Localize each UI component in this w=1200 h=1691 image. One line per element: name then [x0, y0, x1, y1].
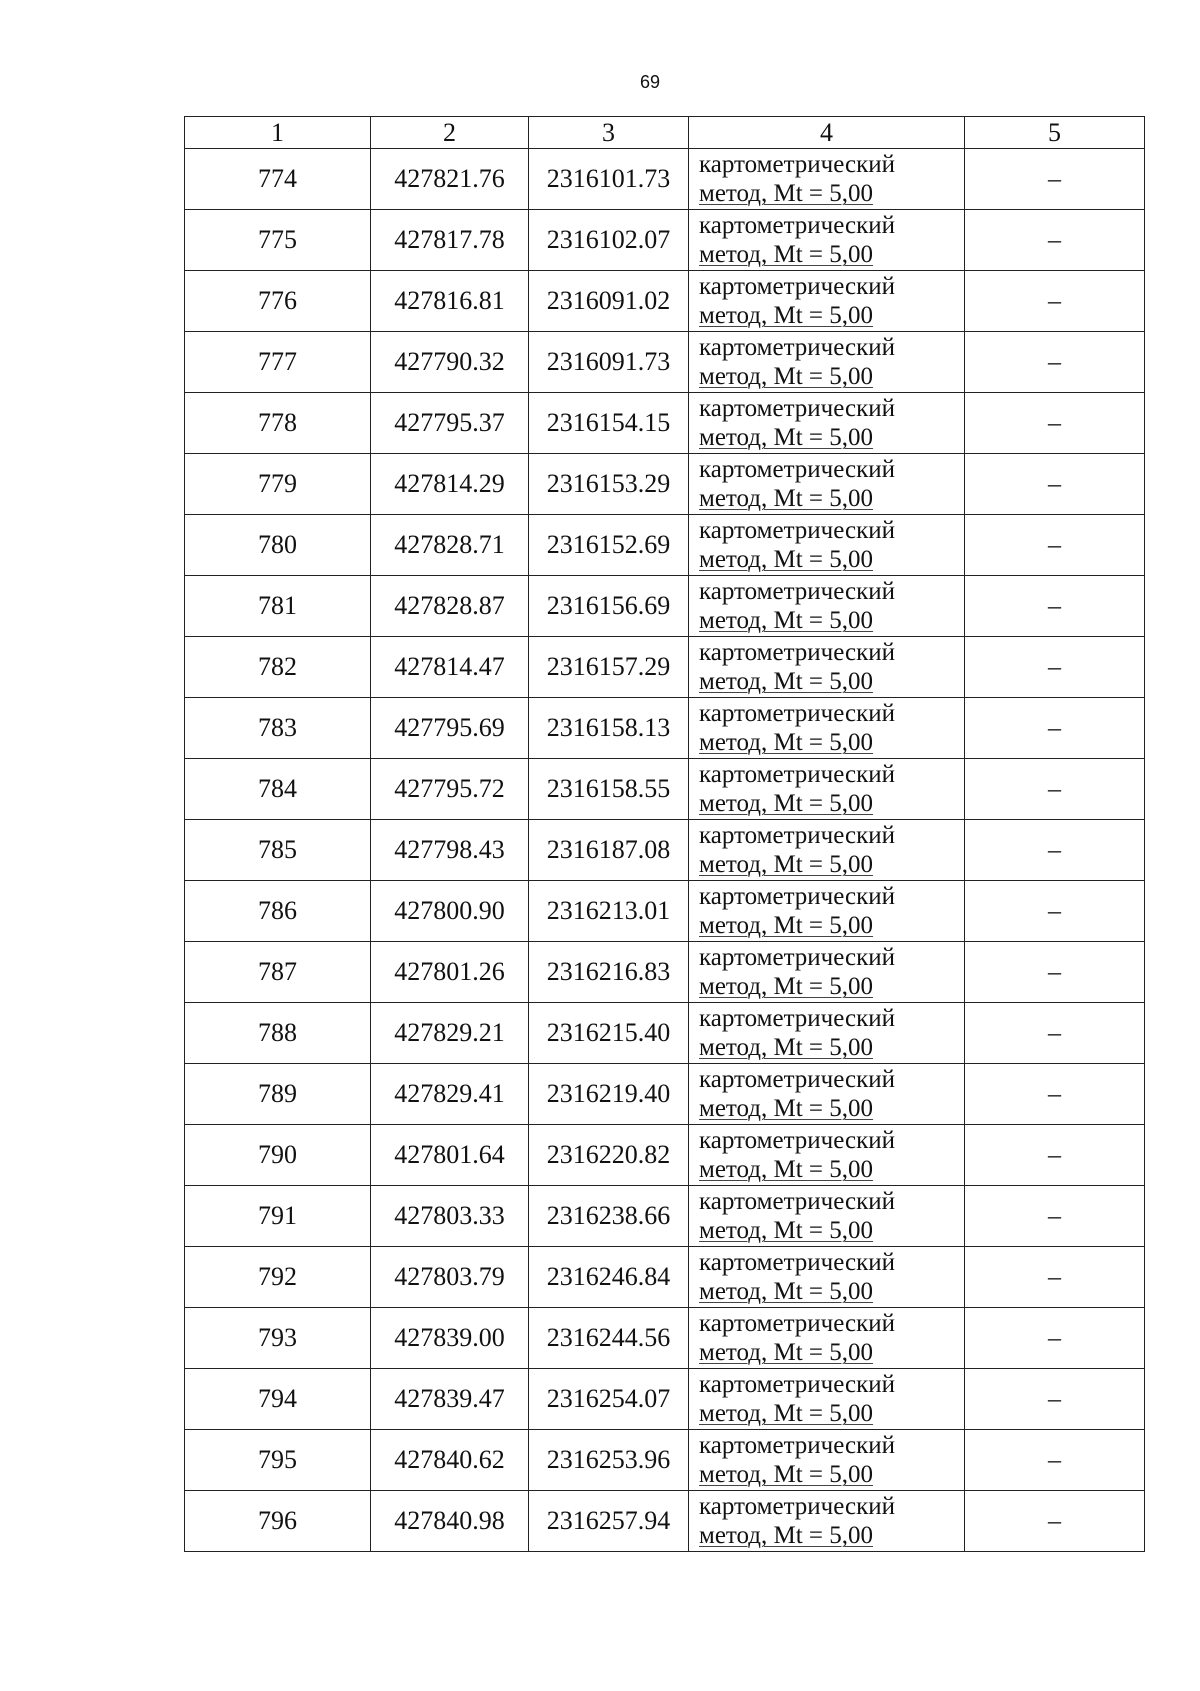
note-cell: –: [965, 393, 1145, 454]
x-coordinate-cell: 427795.37: [371, 393, 529, 454]
method-cell: [689, 1491, 965, 1552]
method-cell: [689, 576, 965, 637]
method-line-1: картометрический: [699, 578, 895, 605]
table-row: [185, 1186, 1145, 1247]
table-row: [185, 271, 1145, 332]
y-coordinate-cell: 2316158.13: [529, 698, 689, 759]
method-line-2: метод, Mt = 5,00: [699, 729, 874, 756]
method-line-1: картометрический: [699, 273, 895, 300]
note-cell: –: [965, 210, 1145, 271]
point-number-cell: 785: [185, 820, 371, 881]
note-cell: –: [965, 1247, 1145, 1308]
table-row: [185, 1369, 1145, 1430]
y-coordinate-cell: 2316215.40: [529, 1003, 689, 1064]
y-coordinate-cell: 2316187.08: [529, 820, 689, 881]
method-cell: [689, 1186, 965, 1247]
x-coordinate-cell: 427798.43: [371, 820, 529, 881]
method-cell: [689, 1003, 965, 1064]
method-line-2: метод, Mt = 5,00: [699, 851, 874, 878]
point-number-cell: 796: [185, 1491, 371, 1552]
point-number-cell: 795: [185, 1430, 371, 1491]
method-line-1: картометрический: [699, 761, 895, 788]
method-cell: [689, 637, 965, 698]
column-header-4: 4: [689, 117, 965, 149]
method-cell: [689, 1247, 965, 1308]
x-coordinate-cell: 427790.32: [371, 332, 529, 393]
note-cell: –: [965, 698, 1145, 759]
note-cell: –: [965, 515, 1145, 576]
x-coordinate-cell: 427817.78: [371, 210, 529, 271]
x-coordinate-cell: 427803.33: [371, 1186, 529, 1247]
point-number-cell: 783: [185, 698, 371, 759]
x-coordinate-cell: 427828.87: [371, 576, 529, 637]
point-number-cell: 776: [185, 271, 371, 332]
point-number-cell: 791: [185, 1186, 371, 1247]
point-number-cell: 782: [185, 637, 371, 698]
point-number-cell: 790: [185, 1125, 371, 1186]
point-number-cell: 789: [185, 1064, 371, 1125]
note-cell: –: [965, 1491, 1145, 1552]
column-header-3: 3: [529, 117, 689, 149]
method-line-2: метод, Mt = 5,00: [699, 546, 874, 573]
method-cell: [689, 1430, 965, 1491]
method-line-1: картометрический: [699, 151, 895, 178]
x-coordinate-cell: 427829.21: [371, 1003, 529, 1064]
y-coordinate-cell: 2316216.83: [529, 942, 689, 1003]
x-coordinate-cell: 427814.47: [371, 637, 529, 698]
method-cell: [689, 698, 965, 759]
y-coordinate-cell: 2316257.94: [529, 1491, 689, 1552]
x-coordinate-cell: 427829.41: [371, 1064, 529, 1125]
y-coordinate-cell: 2316219.40: [529, 1064, 689, 1125]
table-row: [185, 942, 1145, 1003]
y-coordinate-cell: 2316156.69: [529, 576, 689, 637]
method-line-1: картометрический: [699, 883, 895, 910]
column-header-1: 1: [185, 117, 371, 149]
table-row: [185, 1247, 1145, 1308]
note-cell: –: [965, 576, 1145, 637]
method-cell: [689, 454, 965, 515]
y-coordinate-cell: 2316220.82: [529, 1125, 689, 1186]
method-line-1: картометрический: [699, 517, 895, 544]
method-line-1: картометрический: [699, 944, 895, 971]
method-line-2: метод, Mt = 5,00: [699, 668, 874, 695]
method-line-1: картометрический: [699, 334, 895, 361]
method-line-1: картометрический: [699, 700, 895, 727]
method-line-2: метод, Mt = 5,00: [699, 1034, 874, 1061]
method-cell: [689, 1369, 965, 1430]
table-header-row: [185, 117, 1145, 149]
y-coordinate-cell: 2316254.07: [529, 1369, 689, 1430]
method-cell: [689, 1308, 965, 1369]
y-coordinate-cell: 2316154.15: [529, 393, 689, 454]
x-coordinate-cell: 427801.64: [371, 1125, 529, 1186]
x-coordinate-cell: 427795.72: [371, 759, 529, 820]
method-cell: [689, 393, 965, 454]
note-cell: –: [965, 1186, 1145, 1247]
point-number-cell: 786: [185, 881, 371, 942]
method-line-2: метод, Mt = 5,00: [699, 485, 874, 512]
method-line-1: картометрический: [699, 1005, 895, 1032]
x-coordinate-cell: 427816.81: [371, 271, 529, 332]
note-cell: –: [965, 1003, 1145, 1064]
method-line-2: метод, Mt = 5,00: [699, 790, 874, 817]
method-line-2: метод, Mt = 5,00: [699, 607, 874, 634]
table-row: [185, 698, 1145, 759]
method-line-2: метод, Mt = 5,00: [699, 1461, 874, 1488]
x-coordinate-cell: 427840.98: [371, 1491, 529, 1552]
note-cell: –: [965, 759, 1145, 820]
table-row: [185, 515, 1145, 576]
point-number-cell: 774: [185, 149, 371, 210]
note-cell: –: [965, 271, 1145, 332]
x-coordinate-cell: 427828.71: [371, 515, 529, 576]
note-cell: –: [965, 1369, 1145, 1430]
table-row: [185, 1491, 1145, 1552]
table-row: [185, 1064, 1145, 1125]
method-line-2: метод, Mt = 5,00: [699, 180, 874, 207]
table-row: [185, 1430, 1145, 1491]
y-coordinate-cell: 2316244.56: [529, 1308, 689, 1369]
method-cell: [689, 881, 965, 942]
table-row: [185, 1125, 1145, 1186]
y-coordinate-cell: 2316246.84: [529, 1247, 689, 1308]
method-cell: [689, 759, 965, 820]
method-line-1: картометрический: [699, 1188, 895, 1215]
x-coordinate-cell: 427800.90: [371, 881, 529, 942]
method-cell: [689, 149, 965, 210]
note-cell: –: [965, 637, 1145, 698]
table-row: [185, 820, 1145, 881]
y-coordinate-cell: 2316102.07: [529, 210, 689, 271]
method-line-2: метод, Mt = 5,00: [699, 1400, 874, 1427]
column-header-5: 5: [965, 117, 1145, 149]
method-line-2: метод, Mt = 5,00: [699, 1156, 874, 1183]
point-number-cell: 777: [185, 332, 371, 393]
column-header-2: 2: [371, 117, 529, 149]
point-number-cell: 784: [185, 759, 371, 820]
y-coordinate-cell: 2316238.66: [529, 1186, 689, 1247]
method-line-1: картометрический: [699, 1127, 895, 1154]
coordinates-table: [184, 116, 1145, 1552]
method-cell: [689, 332, 965, 393]
method-line-2: метод, Mt = 5,00: [699, 1339, 874, 1366]
method-cell: [689, 942, 965, 1003]
table-row: [185, 332, 1145, 393]
point-number-cell: 780: [185, 515, 371, 576]
method-line-2: метод, Mt = 5,00: [699, 302, 874, 329]
table-row: [185, 576, 1145, 637]
note-cell: –: [965, 820, 1145, 881]
method-line-2: метод, Mt = 5,00: [699, 1217, 874, 1244]
method-line-1: картометрический: [699, 822, 895, 849]
table-row: [185, 759, 1145, 820]
y-coordinate-cell: 2316158.55: [529, 759, 689, 820]
y-coordinate-cell: 2316213.01: [529, 881, 689, 942]
table-row: [185, 210, 1145, 271]
point-number-cell: 792: [185, 1247, 371, 1308]
method-line-1: картометрический: [699, 456, 895, 483]
method-line-2: метод, Mt = 5,00: [699, 1522, 874, 1549]
method-cell: [689, 820, 965, 881]
method-line-1: картометрический: [699, 1249, 895, 1276]
x-coordinate-cell: 427839.47: [371, 1369, 529, 1430]
y-coordinate-cell: 2316153.29: [529, 454, 689, 515]
note-cell: –: [965, 881, 1145, 942]
point-number-cell: 788: [185, 1003, 371, 1064]
method-cell: [689, 1064, 965, 1125]
method-line-2: метод, Mt = 5,00: [699, 363, 874, 390]
point-number-cell: 779: [185, 454, 371, 515]
method-line-2: метод, Mt = 5,00: [699, 912, 874, 939]
method-line-2: метод, Mt = 5,00: [699, 1095, 874, 1122]
x-coordinate-cell: 427795.69: [371, 698, 529, 759]
point-number-cell: 793: [185, 1308, 371, 1369]
x-coordinate-cell: 427801.26: [371, 942, 529, 1003]
x-coordinate-cell: 427814.29: [371, 454, 529, 515]
method-line-1: картометрический: [699, 1493, 895, 1520]
method-cell: [689, 210, 965, 271]
method-line-2: метод, Mt = 5,00: [699, 424, 874, 451]
x-coordinate-cell: 427840.62: [371, 1430, 529, 1491]
note-cell: –: [965, 454, 1145, 515]
method-line-1: картометрический: [699, 639, 895, 666]
table-row: [185, 149, 1145, 210]
y-coordinate-cell: 2316091.02: [529, 271, 689, 332]
y-coordinate-cell: 2316152.69: [529, 515, 689, 576]
point-number-cell: 787: [185, 942, 371, 1003]
table-body: [185, 149, 1145, 1552]
method-line-1: картометрический: [699, 212, 895, 239]
table-row: [185, 881, 1145, 942]
point-number-cell: 794: [185, 1369, 371, 1430]
note-cell: –: [965, 332, 1145, 393]
method-line-1: картометрический: [699, 1310, 895, 1337]
y-coordinate-cell: 2316157.29: [529, 637, 689, 698]
note-cell: –: [965, 1430, 1145, 1491]
x-coordinate-cell: 427839.00: [371, 1308, 529, 1369]
table-row: [185, 637, 1145, 698]
method-line-1: картометрический: [699, 1066, 895, 1093]
point-number-cell: 778: [185, 393, 371, 454]
y-coordinate-cell: 2316253.96: [529, 1430, 689, 1491]
y-coordinate-cell: 2316101.73: [529, 149, 689, 210]
method-cell: [689, 271, 965, 332]
y-coordinate-cell: 2316091.73: [529, 332, 689, 393]
note-cell: –: [965, 1125, 1145, 1186]
point-number-cell: 775: [185, 210, 371, 271]
table-row: [185, 1308, 1145, 1369]
page-number: 69: [639, 72, 661, 92]
method-line-2: метод, Mt = 5,00: [699, 241, 874, 268]
note-cell: –: [965, 1308, 1145, 1369]
note-cell: –: [965, 1064, 1145, 1125]
x-coordinate-cell: 427803.79: [371, 1247, 529, 1308]
note-cell: –: [965, 942, 1145, 1003]
table-row: [185, 454, 1145, 515]
method-line-1: картометрический: [699, 395, 895, 422]
x-coordinate-cell: 427821.76: [371, 149, 529, 210]
method-line-2: метод, Mt = 5,00: [699, 973, 874, 1000]
table-row: [185, 393, 1145, 454]
method-line-1: картометрический: [699, 1432, 895, 1459]
method-line-1: картометрический: [699, 1371, 895, 1398]
method-line-2: метод, Mt = 5,00: [699, 1278, 874, 1305]
method-cell: [689, 1125, 965, 1186]
method-cell: [689, 515, 965, 576]
note-cell: –: [965, 149, 1145, 210]
table-row: [185, 1003, 1145, 1064]
point-number-cell: 781: [185, 576, 371, 637]
